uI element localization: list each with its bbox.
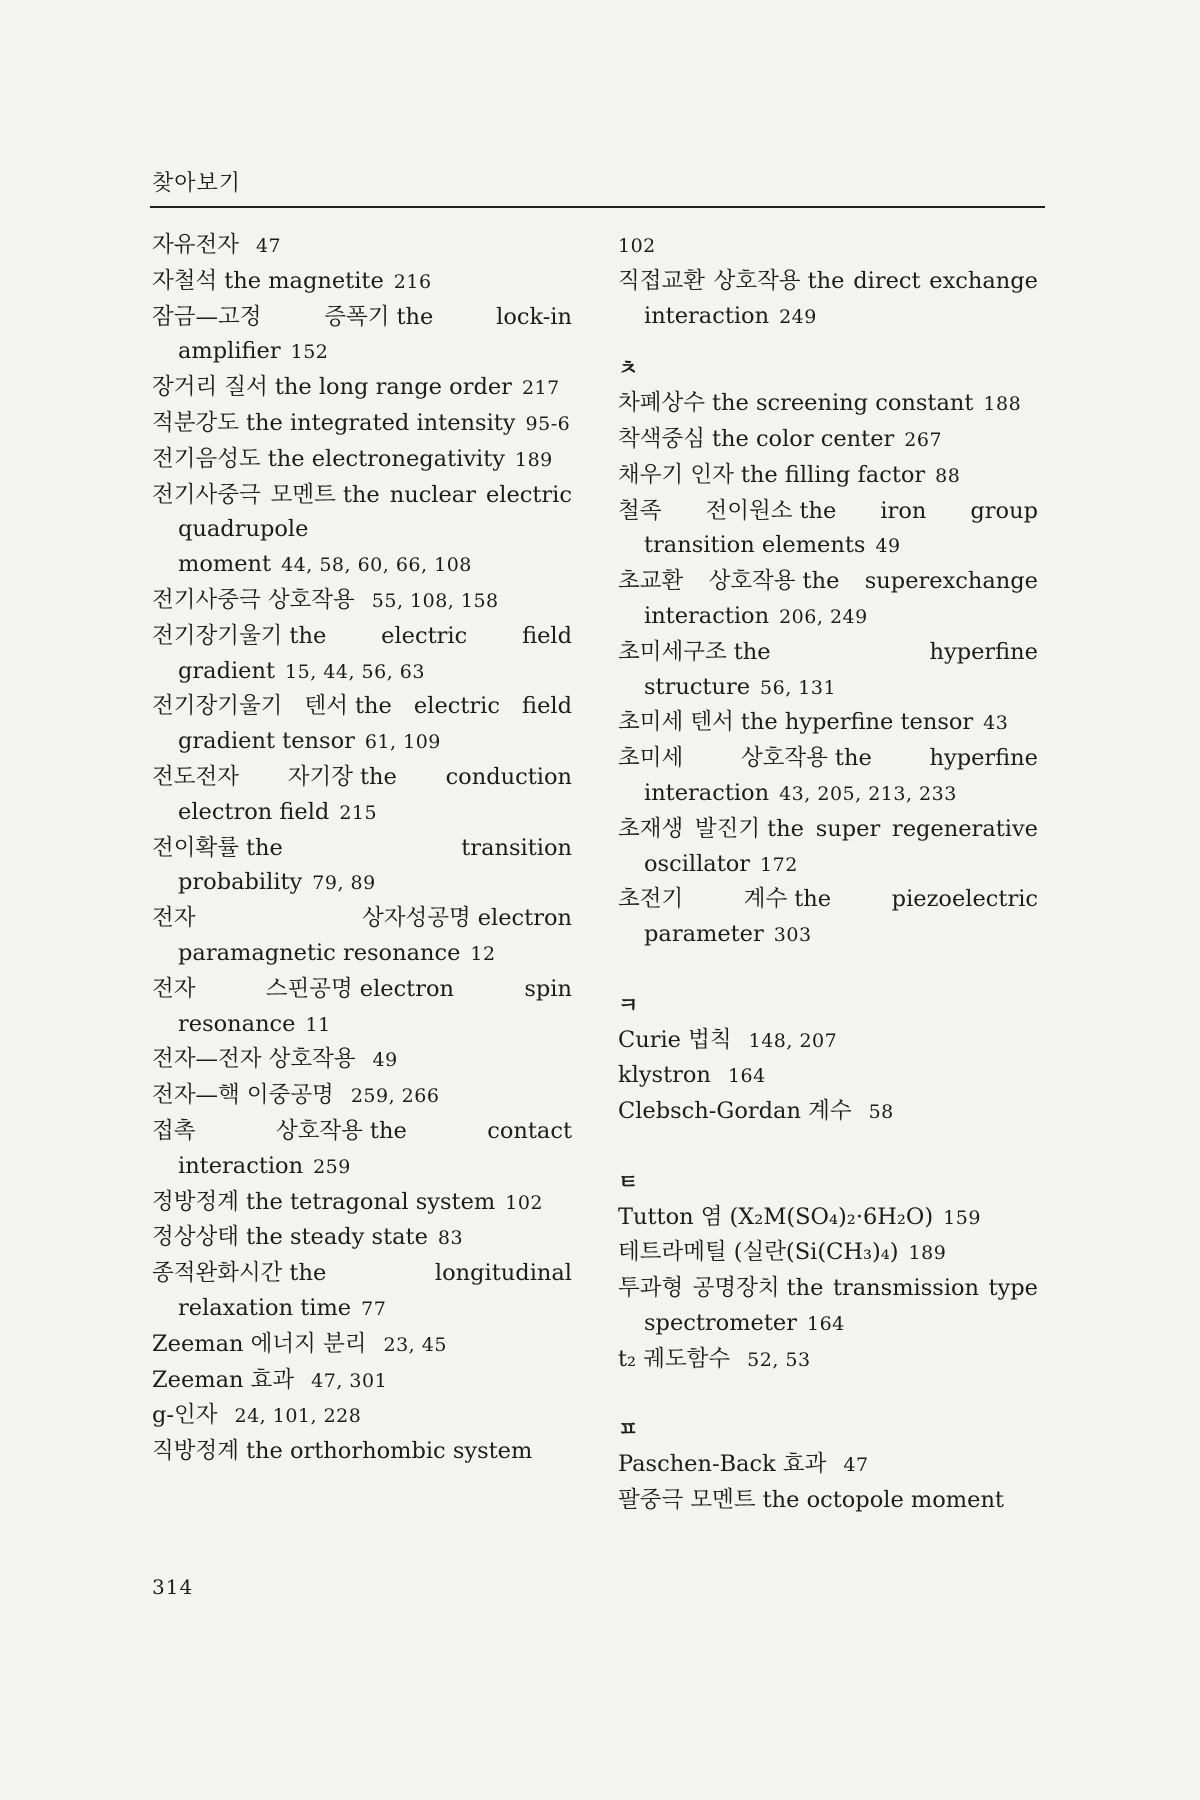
entry-pages: 43, 205, 213, 233 (779, 782, 957, 805)
entry-term: 전기장기울기 텐서 (152, 693, 348, 720)
entry-pages: 47, 301 (311, 1369, 388, 1392)
entry-pages: 44, 58, 60, 66, 108 (281, 554, 472, 577)
entry-pages: 164 (727, 1065, 766, 1088)
index-entry (152, 1185, 572, 1221)
entry-pages: 23, 45 (383, 1333, 447, 1356)
entry-english: the nuclear electric quadrupole moment (178, 481, 572, 578)
entry-pages: 79, 89 (312, 872, 376, 895)
index-entry (152, 264, 572, 300)
entry-pages: 24, 101, 228 (234, 1405, 362, 1428)
entry-pages: 303 (773, 924, 812, 947)
index-column-right (618, 228, 1038, 1519)
entry-pages: 56, 131 (760, 676, 837, 699)
entry-english: the transition probability (178, 834, 572, 896)
index-entry (152, 442, 572, 478)
entry-term: 투과형 공명장치 (618, 1275, 780, 1302)
entry-term: 자유전자 (152, 232, 239, 258)
entry-pages: 164 (806, 1312, 845, 1335)
entry-english: the hyperfine structure (644, 638, 1038, 700)
entry-english: the hyperfine interaction (644, 745, 1038, 806)
entry-pages: 189 (908, 1242, 947, 1265)
entry-pages: 47 (255, 235, 282, 257)
entry-pages: 159 (943, 1206, 981, 1229)
entry-pages: 102 (505, 1191, 543, 1214)
entry-pages: 215 (339, 801, 378, 824)
entry-pages: 206, 249 (779, 605, 868, 628)
index-entry (618, 494, 1038, 565)
entry-pages: 15, 44, 56, 63 (285, 660, 425, 683)
entry-pages: 189 (514, 448, 553, 471)
index-entry (618, 1342, 1038, 1378)
entry-pages: 216 (393, 270, 432, 293)
entry-term: g-인자 (152, 1402, 218, 1429)
entry-term: 전기사중극 모멘트 (152, 481, 336, 508)
entry-term: 초전기 계수 (618, 886, 788, 913)
entry-term: 잠금—고정 증폭기 (152, 303, 390, 330)
entry-term: 차폐상수 (618, 390, 705, 417)
entry-pages: 61, 109 (364, 731, 441, 754)
index-entry (152, 370, 572, 406)
entry-term: 직방정계 (152, 1438, 239, 1465)
entry-term: 테트라메틸 (618, 1239, 727, 1266)
entry-pages: 11 (305, 1013, 331, 1036)
entry-term: 자철석 (152, 267, 218, 294)
entry-english: the conduction electron field (178, 763, 572, 825)
section-gap (618, 953, 1038, 988)
entry-term: klystron (618, 1062, 711, 1089)
entry-term: Zeeman 효과 (152, 1366, 295, 1393)
index-entry (618, 812, 1038, 883)
entry-term: 팔중극 모멘트 (618, 1486, 756, 1513)
index-entry (618, 386, 1038, 422)
index-entry (618, 228, 1038, 264)
entry-pages: 188 (983, 393, 1022, 416)
index-column-left (152, 228, 572, 1470)
entry-english: the direct exchange interaction (644, 267, 1038, 329)
entry-term: 초교환 상호작용 (618, 568, 796, 595)
entry-pages: 47 (843, 1454, 869, 1477)
entry-english: the steady state (245, 1224, 428, 1251)
section-heading: ㅊ (618, 356, 639, 381)
entry-term: 전기음성도 (152, 445, 261, 472)
entry-pages: 249 (779, 305, 817, 328)
page-number: 314 (152, 1575, 194, 1599)
entry-english: the contact interaction (178, 1117, 572, 1179)
entry-term: 전자—전자 상호작용 (152, 1046, 356, 1073)
index-entry (152, 1327, 572, 1363)
entry-term: 장거리 질서 (152, 374, 268, 401)
entry-english: the super regenerative oscillator (644, 815, 1038, 877)
index-entry (618, 1094, 1038, 1130)
entry-term: Clebsch-Gordan 계수 (618, 1098, 852, 1125)
entry-term: Zeeman 에너지 분리 (152, 1330, 367, 1357)
section-heading: ㅍ (618, 1417, 639, 1442)
index-entry (618, 705, 1038, 741)
entry-term: 전기사중극 상호작용 (152, 586, 355, 613)
entry-term: 접촉 상호작용 (152, 1117, 363, 1144)
entry-term: 초미세 텐서 (618, 709, 734, 736)
entry-english: the electronegativity (267, 445, 505, 472)
index-sections (618, 334, 1038, 1518)
entry-english: the hyperfine tensor (740, 709, 974, 736)
entry-term: 직접교환 상호작용 (618, 267, 801, 294)
index-entry (152, 831, 572, 902)
index-entry (618, 1447, 1038, 1483)
entry-pages: 88 (935, 464, 961, 487)
entry-term: 초재생 발진기 (618, 815, 761, 842)
entry-english: the long range order (274, 374, 512, 401)
entry-term: 채우기 인자 (618, 461, 734, 488)
index-entry (152, 972, 572, 1043)
entry-pages: 49 (372, 1049, 398, 1072)
index-entry (152, 1256, 572, 1327)
entry-pages: 52, 53 (747, 1348, 811, 1371)
index-entry (618, 635, 1038, 706)
entry-english: the integrated intensity (245, 409, 516, 436)
entry-term: t₂ 궤도함수 (618, 1345, 731, 1372)
index-entry (152, 583, 572, 619)
entry-pages: 259, 266 (350, 1085, 440, 1108)
index-entry (618, 264, 1038, 335)
entry-english: the electric field gradient (178, 622, 572, 684)
index-entry (618, 422, 1038, 458)
index-entry (152, 1042, 572, 1078)
entry-term: 적분강도 (152, 409, 239, 436)
entry-english: the filling factor (740, 461, 926, 488)
index-entry (618, 1271, 1038, 1342)
entry-pages: 55, 108, 158 (371, 589, 499, 612)
entry-term: Curie 법칙 (618, 1026, 732, 1053)
entry-term: 전자 상자성공명 (152, 905, 471, 932)
index-entry (152, 689, 572, 760)
index-entry (152, 1434, 572, 1470)
entry-pages: 259 (313, 1155, 351, 1178)
index-entry (152, 1220, 572, 1256)
entry-english: the longitudinal relaxation time (178, 1260, 572, 1321)
entry-pages: 49 (875, 535, 901, 558)
section-heading: ㅌ (618, 1169, 639, 1194)
entry-pages: 83 (437, 1227, 464, 1250)
entry-pages: 12 (470, 942, 496, 965)
index-entry (152, 901, 572, 972)
entry-english: the magnetite (224, 267, 384, 294)
entry-english: the piezoelectric parameter (644, 886, 1039, 948)
entry-english: the color center (711, 425, 895, 452)
entry-english: (실란(Si(CH₃)₄) (733, 1239, 899, 1266)
entry-pages: 152 (290, 341, 329, 364)
index-entry (618, 458, 1038, 494)
section-heading: ㅋ (618, 992, 639, 1017)
index-entry (152, 619, 572, 690)
entry-term: 초미세구조 (618, 638, 727, 665)
entry-term: 전도전자 자기장 (152, 763, 353, 790)
entry-pages: 267 (904, 428, 943, 451)
page-header-title: 찾아보기 (152, 171, 242, 196)
index-entry (618, 564, 1038, 635)
entry-english: electron paramagnetic resonance (178, 905, 572, 966)
section-gap (618, 1378, 1038, 1413)
index-entry (152, 760, 572, 831)
entry-english: the screening constant (711, 390, 974, 417)
index-entry (152, 478, 572, 583)
entry-pages: 77 (361, 1297, 387, 1320)
entry-english: the transmission type spectrometer (644, 1275, 1038, 1336)
entry-pages: 148, 207 (748, 1029, 838, 1052)
entry-pages: 58 (868, 1101, 894, 1124)
index-entry (618, 1483, 1038, 1519)
entry-term: 전자—핵 이중공명 (152, 1082, 334, 1109)
index-entry (152, 1398, 572, 1434)
index-entry (152, 1363, 572, 1399)
index-entry (618, 882, 1038, 953)
index-entry (618, 1023, 1038, 1059)
entry-term: 전이확률 (152, 834, 239, 861)
index-entry (152, 1114, 572, 1185)
index-entry (152, 406, 572, 442)
entry-term: 전자 스핀공명 (152, 975, 353, 1002)
entry-term: 전기장기울기 (152, 622, 283, 649)
section-gap (618, 1130, 1038, 1165)
index-entry (618, 1058, 1038, 1094)
entry-english: the orthorhombic system (245, 1438, 533, 1465)
entry-term: 정상상태 (152, 1224, 239, 1251)
entry-term: 초미세 상호작용 (618, 745, 828, 772)
entry-term: Paschen-Back 효과 (618, 1451, 827, 1478)
index-entry (152, 300, 572, 371)
index-entry (618, 1200, 1038, 1236)
entry-pages: 95-6 (525, 412, 571, 435)
index-entry (618, 741, 1038, 812)
entry-english: the electric field gradient tensor (178, 693, 572, 755)
entry-pages: 217 (521, 377, 560, 400)
entry-english: the tetragonal system (245, 1188, 496, 1215)
entry-pages: 172 (760, 853, 798, 876)
entry-term: 정방정계 (152, 1188, 239, 1215)
entry-pages: 102 (618, 235, 656, 257)
entry-english: the iron group transition elements (644, 497, 1039, 559)
index-entry (618, 1235, 1038, 1271)
entry-term: 종적완화시간 (152, 1260, 283, 1287)
entry-term: Tutton 염 (618, 1203, 723, 1230)
entry-english: the octopole moment (762, 1486, 1004, 1513)
entry-pages: 43 (983, 712, 1009, 735)
header-rule (150, 206, 1045, 208)
index-entry (152, 1078, 572, 1114)
entry-term: 철족 전이원소 (618, 497, 793, 524)
entry-english: (X₂M(SO₄)₂·6H₂O) (729, 1203, 934, 1230)
entry-english: the lock-in amplifier (178, 303, 572, 365)
section-gap (618, 334, 1038, 351)
entry-english: the superexchange interaction (644, 568, 1038, 629)
entry-english: electron spin resonance (178, 975, 572, 1037)
entry-term: 착색중심 (618, 425, 705, 452)
index-entry (152, 228, 572, 264)
